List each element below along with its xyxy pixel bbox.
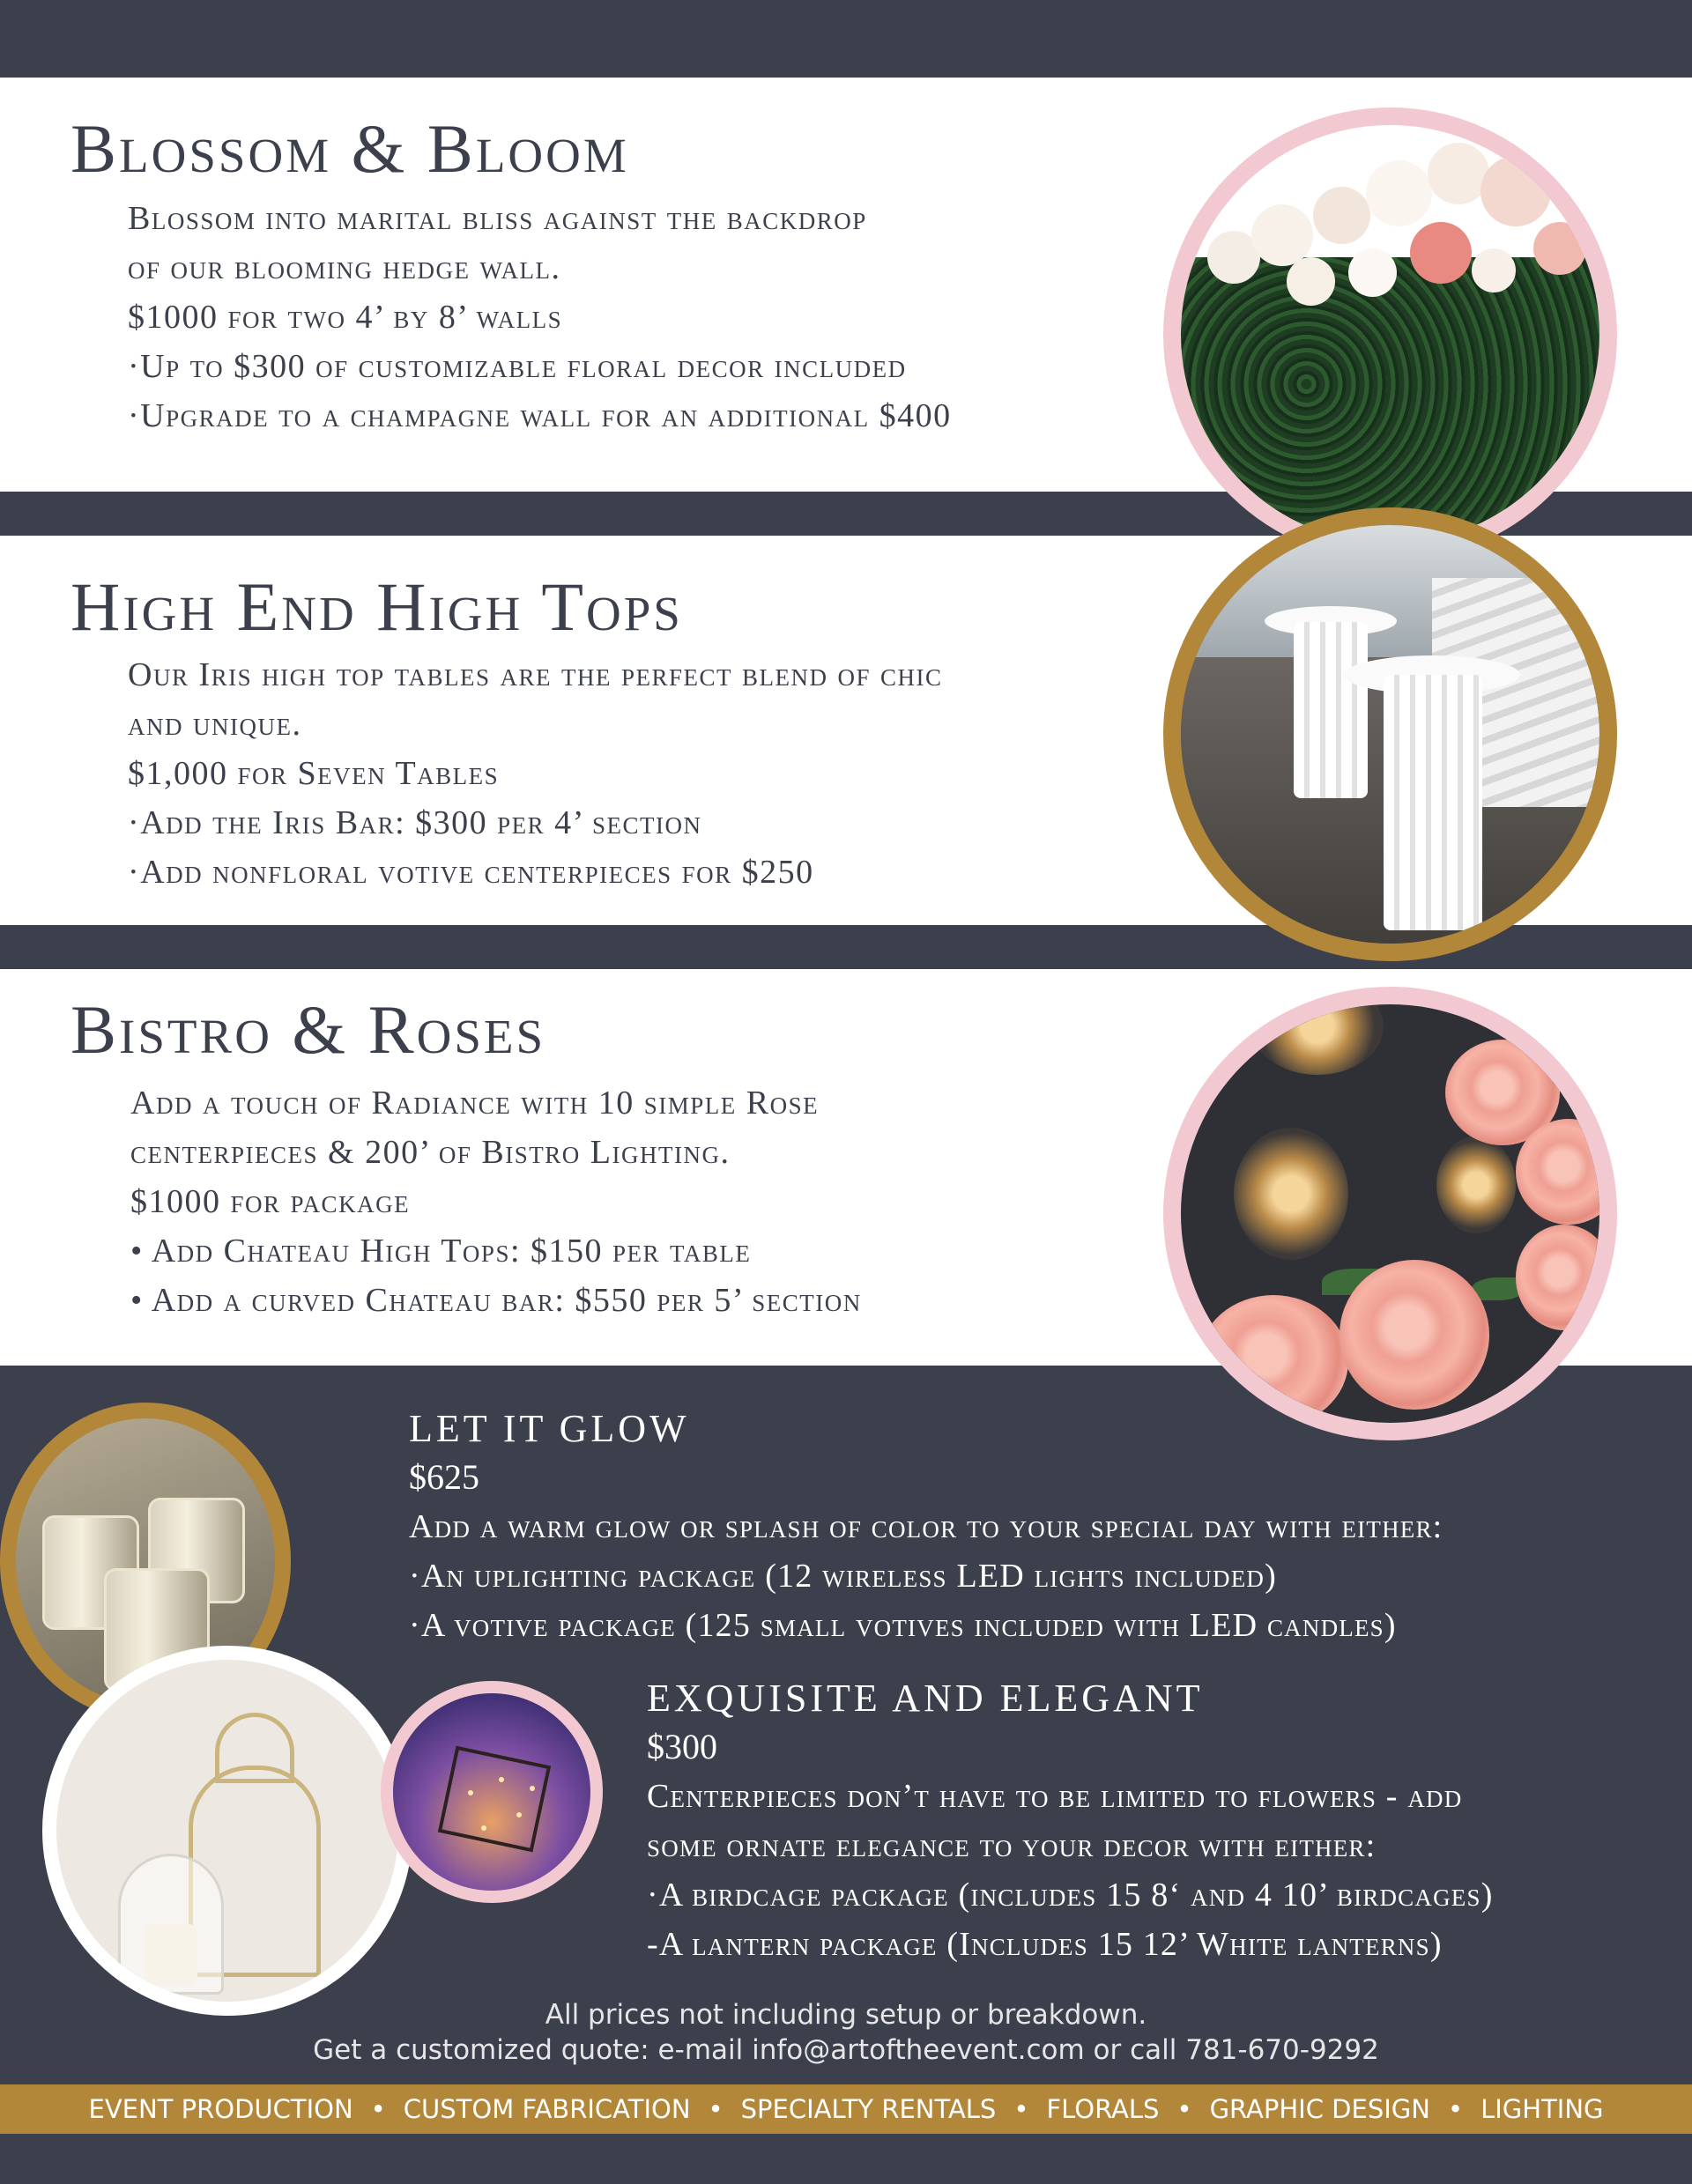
package-title: LET IT GLOW (409, 1407, 690, 1450)
package-price: $300 (647, 1727, 717, 1766)
addon-line: ·Upgrade to a champagne wall for an additional $400 (128, 397, 952, 434)
section-title: High End High Tops (70, 568, 683, 645)
price-line: $1,000 for Seven Tables (128, 755, 500, 792)
footer-separator: • (1013, 2094, 1029, 2124)
package-line: Centerpieces don’t have to be limited to flowers - add (647, 1778, 1463, 1815)
description-line: Blossom into marital bliss against the backdrop (128, 200, 867, 237)
bistro-roses-photo (1163, 987, 1617, 1440)
footer-separator: • (1176, 2094, 1192, 2124)
section-description (130, 1078, 862, 1325)
geometric-terrarium-photo (381, 1681, 603, 1903)
package-line: ·A votive package (125 small votives included with LED candles) (409, 1607, 1397, 1644)
hedge-wall-photo (1163, 107, 1617, 561)
section-blossom-bloom (0, 78, 1692, 492)
high-top-tables-photo (1163, 507, 1617, 961)
footer-item: FLORALS (1046, 2094, 1160, 2124)
description-line: centerpieces & 200’ of Bistro Lighting. (130, 1134, 731, 1171)
pricing-note: All prices not including setup or breakdown. (545, 1999, 1147, 2031)
footer-item: GRAPHIC DESIGN (1209, 2094, 1430, 2124)
package-line: ·An uplighting package (12 wireless LED lights included) (409, 1558, 1277, 1595)
footer-item: LIGHTING (1480, 2094, 1604, 2124)
price-line: $1000 for package (130, 1183, 411, 1220)
description-line: Add a touch of Radiance with 10 simple Rose (130, 1085, 820, 1122)
package-line: Add a warm glow or splash of color to your special day with either: (409, 1508, 1443, 1545)
addon-line: ·Add nonfloral votive centerpieces for $250 (128, 854, 814, 891)
birdcage-photo (42, 1646, 412, 2016)
description-line: of our blooming hedge wall. (128, 249, 561, 286)
contact-note: Get a customized quote: e-mail info@artoftheevent.com or call 781-670-9292 (313, 2034, 1379, 2066)
let-it-glow-section (409, 1406, 1443, 1650)
price-line: $1000 for two 4’ by 8’ walls (128, 299, 563, 336)
addon-line: • Add a curved Chateau bar: $550 per 5’ section (130, 1282, 862, 1319)
package-line: ·A birdcage package (includes 15 8‘ and 4 10’ birdcages) (647, 1877, 1494, 1914)
addon-line: • Add Chateau High Tops: $150 per table (130, 1233, 752, 1270)
description-line: Our Iris high top tables are the perfect blend of chic (128, 656, 943, 693)
section-description (128, 650, 943, 897)
addon-line: ·Add the Iris Bar: $300 per 4’ section (128, 804, 702, 841)
package-line: -A lantern package (Includes 15 12’ White lanterns) (647, 1926, 1443, 1963)
services-footer (0, 2084, 1692, 2134)
section-description (128, 194, 952, 441)
footer-item: CUSTOM FABRICATION (403, 2094, 691, 2124)
section-title: Bistro & Roses (70, 991, 546, 1068)
exquisite-elegant-section (647, 1676, 1494, 1969)
addon-line: ·Up to $300 of customizable floral decor included (128, 348, 907, 385)
footer-separator: • (708, 2094, 724, 2124)
footer-separator: • (370, 2094, 386, 2124)
package-line: some ornate elegance to your decor with either: (647, 1827, 1377, 1864)
description-line: and unique. (128, 706, 302, 743)
footer-item: EVENT PRODUCTION (88, 2094, 353, 2124)
section-title: Blossom & Bloom (70, 110, 629, 187)
package-price: $625 (409, 1457, 479, 1497)
footer-separator: • (1447, 2094, 1464, 2124)
footer-item: SPECIALTY RENTALS (740, 2094, 997, 2124)
package-title: EXQUISITE AND ELEGANT (647, 1677, 1204, 1720)
